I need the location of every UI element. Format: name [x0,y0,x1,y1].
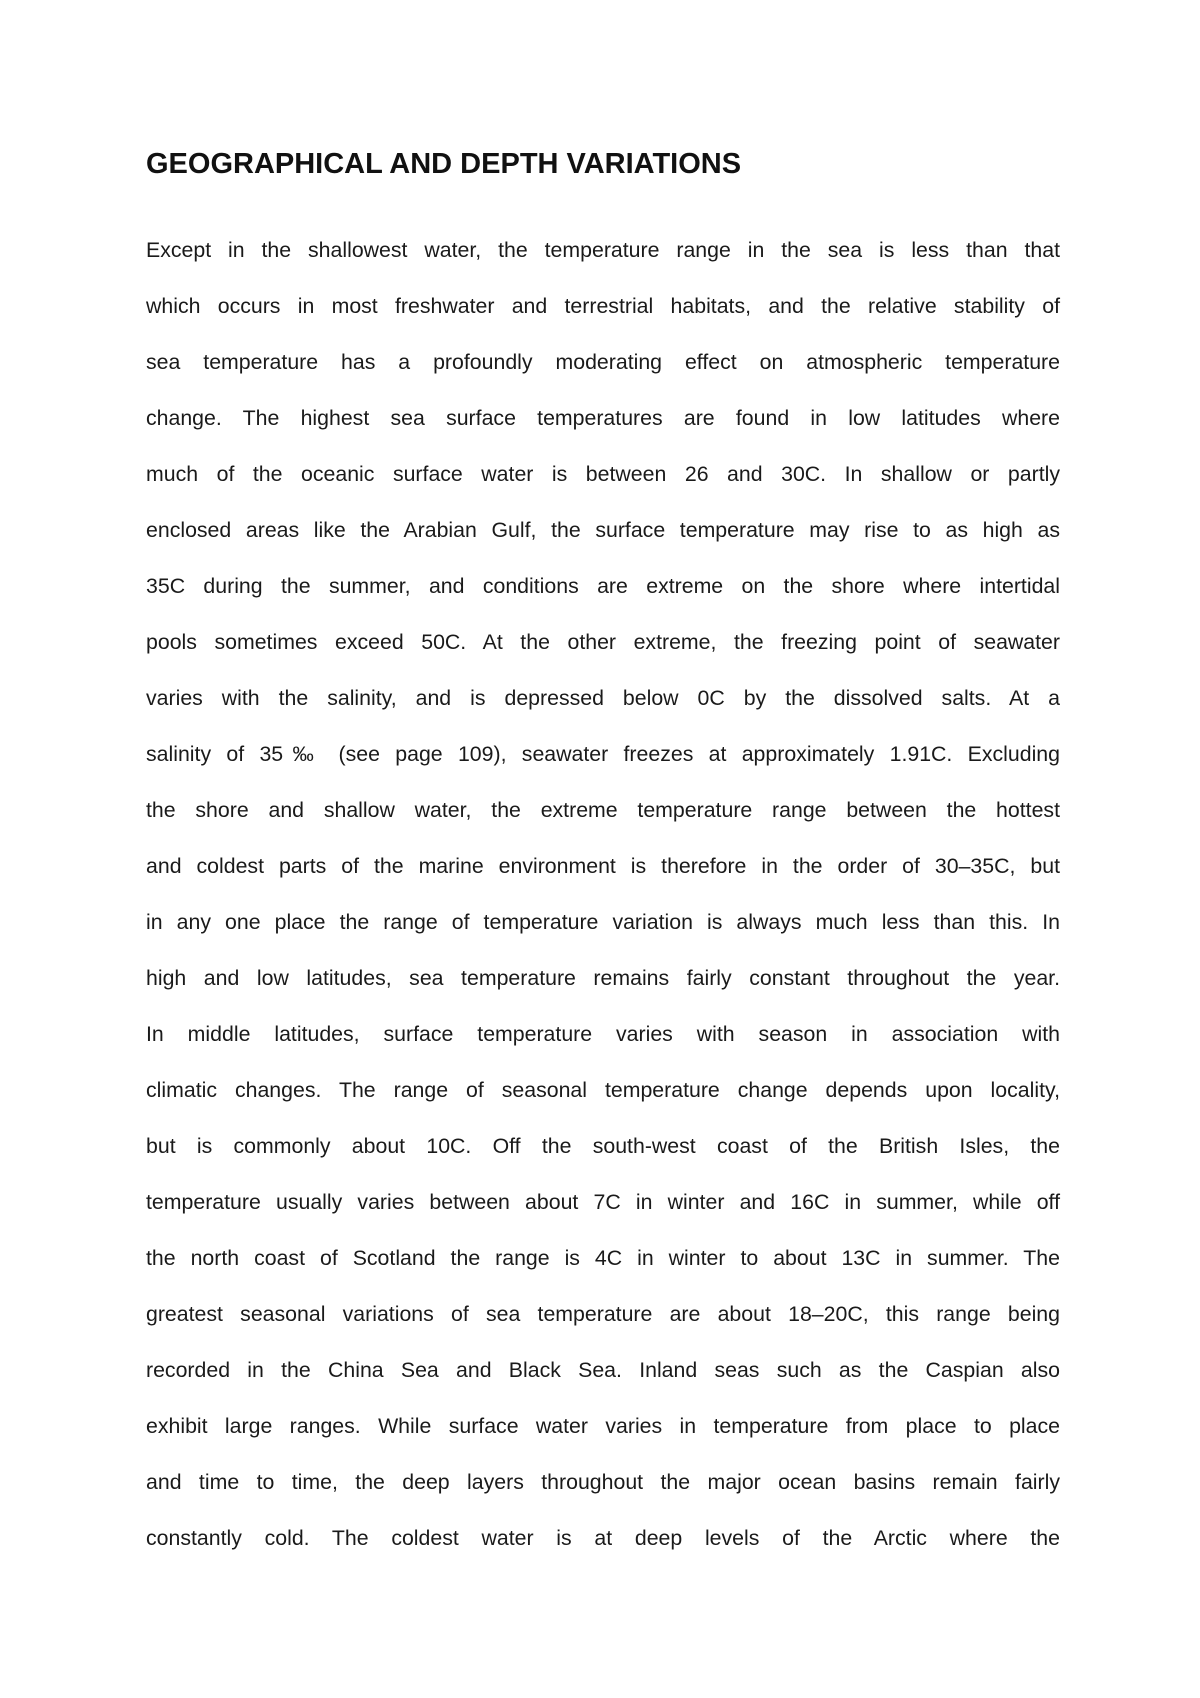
paragraph-line: the shore and shallow water, the extreme temperature range between the hottest [146,798,1060,822]
paragraph-line: in any one place the range of temperature variation is always much less than this. In [146,910,1060,934]
paragraph-line: exhibit large ranges. While surface water varies in temperature from place to place [146,1414,1060,1438]
paragraph-line: temperature usually varies between about 7C in winter and 16C in summer, while off [146,1190,1060,1214]
paragraph-line: climatic changes. The range of seasonal temperature change depends upon locality, [146,1078,1060,1102]
paragraph-line: high and low latitudes, sea temperature remains fairly constant throughout the year. [146,966,1060,990]
paragraph-line: salinity of 35‰ (see page 109), seawater freezes at approximately 1.91C. Excluding [146,742,1060,766]
paragraph-line: pools sometimes exceed 50C. At the other extreme, the freezing point of seawater [146,630,1060,654]
paragraph-line: greatest seasonal variations of sea temperature are about 18–20C, this range being [146,1302,1060,1326]
paragraph-line: recorded in the China Sea and Black Sea. Inland seas such as the Caspian also [146,1358,1060,1382]
paragraph-line: but is commonly about 10C. Off the south-west coast of the British Isles, the [146,1134,1060,1158]
paragraph-line: 35C during the summer, and conditions are extreme on the shore where intertidal [146,574,1060,598]
paragraph-line: varies with the salinity, and is depressed below 0C by the dissolved salts. At a [146,686,1060,710]
paragraph-line: which occurs in most freshwater and terrestrial habitats, and the relative stability of [146,294,1060,318]
page-title: GEOGRAPHICAL AND DEPTH VARIATIONS [146,148,742,180]
paragraph-line: the north coast of Scotland the range is 4C in winter to about 13C in summer. The [146,1246,1060,1270]
paragraph-line: enclosed areas like the Arabian Gulf, the surface temperature may rise to as high as [146,518,1060,542]
paragraph-line: constantly cold. The coldest water is at deep levels of the Arctic where the [146,1526,1060,1550]
body-paragraph [146,232,1060,1576]
paragraph-line: and time to time, the deep layers throughout the major ocean basins remain fairly [146,1470,1060,1494]
paragraph-line: Except in the shallowest water, the temperature range in the sea is less than that [146,238,1060,262]
paragraph-line: sea temperature has a profoundly moderating effect on atmospheric temperature [146,350,1060,374]
paragraph-line: and coldest parts of the marine environment is therefore in the order of 30–35C, but [146,854,1060,878]
paragraph-line: much of the oceanic surface water is between 26 and 30C. In shallow or partly [146,462,1060,486]
paragraph-line: In middle latitudes, surface temperature varies with season in association with [146,1022,1060,1046]
paragraph-line: change. The highest sea surface temperatures are found in low latitudes where [146,406,1060,430]
